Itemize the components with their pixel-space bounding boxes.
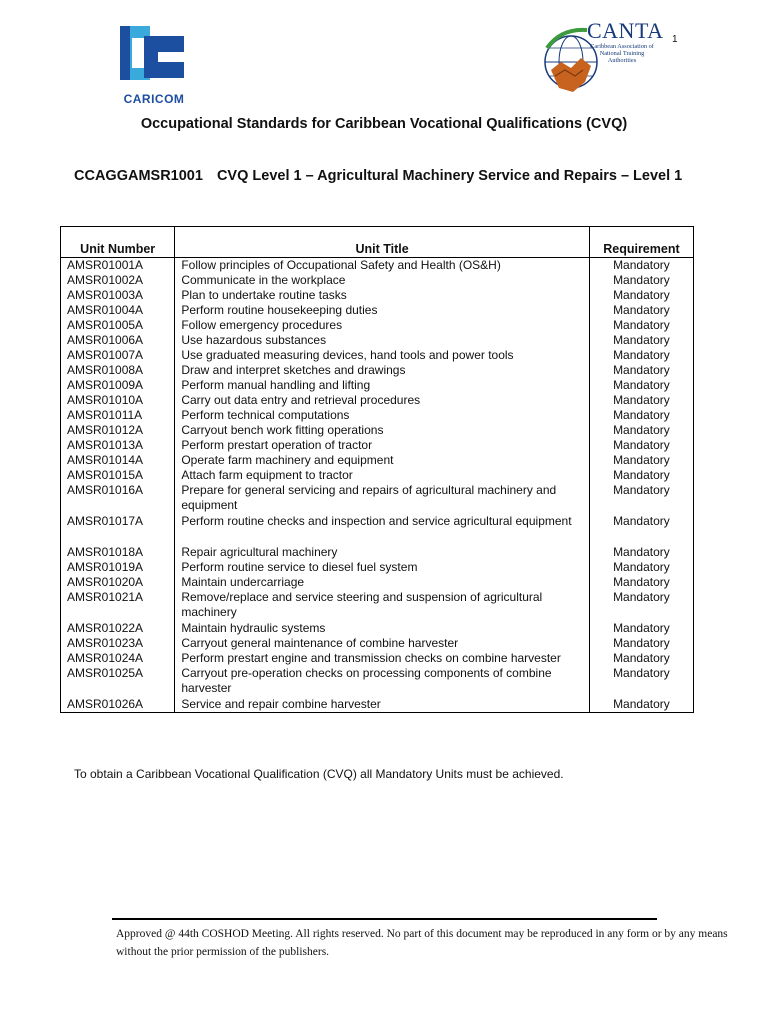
unit-title-cell: Plan to undertake routine tasks bbox=[175, 288, 590, 303]
unit-number-cell: AMSR01007A bbox=[61, 348, 175, 363]
unit-title-cell: Follow emergency procedures bbox=[175, 318, 590, 333]
table-row bbox=[61, 636, 694, 651]
unit-number-cell: AMSR01026A bbox=[61, 697, 175, 713]
unit-number-cell: AMSR01001A bbox=[61, 258, 175, 274]
unit-number-cell: AMSR01021A bbox=[61, 590, 175, 621]
unit-number-cell: AMSR01013A bbox=[61, 438, 175, 453]
requirement-cell: Mandatory bbox=[589, 273, 693, 288]
unit-number-cell: AMSR01012A bbox=[61, 423, 175, 438]
unit-number-cell: AMSR01008A bbox=[61, 363, 175, 378]
unit-number-cell: AMSR01019A bbox=[61, 560, 175, 575]
qualification-title: CVQ Level 1 – Agricultural Machinery Service and Repairs – Level 1 bbox=[216, 168, 683, 184]
table-row bbox=[61, 288, 694, 303]
requirement-cell: Mandatory bbox=[589, 651, 693, 666]
table-row bbox=[61, 621, 694, 636]
table-row bbox=[61, 303, 694, 318]
table-row bbox=[61, 423, 694, 438]
unit-number-cell: AMSR01022A bbox=[61, 621, 175, 636]
unit-number-cell: AMSR01020A bbox=[61, 575, 175, 590]
requirement-cell: Mandatory bbox=[589, 560, 693, 575]
requirement-cell: Mandatory bbox=[589, 575, 693, 590]
unit-title-cell: Perform routine service to diesel fuel system bbox=[175, 560, 590, 575]
unit-number-cell: AMSR01014A bbox=[61, 453, 175, 468]
table-row bbox=[61, 468, 694, 483]
requirement-cell: Mandatory bbox=[589, 514, 693, 545]
unit-title-cell: Carryout bench work fitting operations bbox=[175, 423, 590, 438]
units-table bbox=[60, 226, 694, 713]
unit-title-cell: Repair agricultural machinery bbox=[175, 545, 590, 560]
requirement-cell: Mandatory bbox=[589, 423, 693, 438]
unit-number-cell: AMSR01006A bbox=[61, 333, 175, 348]
caricom-emblem-icon bbox=[114, 22, 194, 92]
unit-number-cell: AMSR01005A bbox=[61, 318, 175, 333]
requirement-cell: Mandatory bbox=[589, 438, 693, 453]
requirement-cell: Mandatory bbox=[589, 468, 693, 483]
unit-title-cell: Perform prestart engine and transmission checks on combine harvester bbox=[175, 651, 590, 666]
header-unit-title: Unit Title bbox=[175, 227, 590, 258]
units-table-body bbox=[61, 258, 694, 713]
unit-title-cell: Operate farm machinery and equipment bbox=[175, 453, 590, 468]
unit-title-cell: Maintain hydraulic systems bbox=[175, 621, 590, 636]
requirement-cell: Mandatory bbox=[589, 333, 693, 348]
unit-number-cell: AMSR01023A bbox=[61, 636, 175, 651]
unit-title-cell: Attach farm equipment to tractor bbox=[175, 468, 590, 483]
unit-number-cell: AMSR01018A bbox=[61, 545, 175, 560]
requirement-cell: Mandatory bbox=[589, 363, 693, 378]
unit-number-cell: AMSR01025A bbox=[61, 666, 175, 697]
requirement-cell: Mandatory bbox=[589, 483, 693, 514]
table-row bbox=[61, 560, 694, 575]
requirement-cell: Mandatory bbox=[589, 348, 693, 363]
page-title: Occupational Standards for Caribbean Vocational Qualifications (CVQ) bbox=[140, 116, 628, 132]
requirement-cell: Mandatory bbox=[589, 318, 693, 333]
unit-title-cell: Perform routine checks and inspection and service agricultural equipment bbox=[175, 514, 590, 545]
table-row bbox=[61, 483, 694, 514]
cvq-note: To obtain a Caribbean Vocational Qualification (CVQ) all Mandatory Units must be achieved. bbox=[74, 767, 564, 781]
canta-subtitle: Caribbean Association of National Training Authorities bbox=[590, 43, 654, 65]
unit-number-cell: AMSR01002A bbox=[61, 273, 175, 288]
table-row bbox=[61, 438, 694, 453]
requirement-cell: Mandatory bbox=[589, 393, 693, 408]
unit-number-cell: AMSR01003A bbox=[61, 288, 175, 303]
canta-logo bbox=[541, 18, 663, 108]
requirement-cell: Mandatory bbox=[589, 408, 693, 423]
table-row bbox=[61, 651, 694, 666]
table-row bbox=[61, 545, 694, 560]
requirement-cell: Mandatory bbox=[589, 545, 693, 560]
unit-title-cell: Carry out data entry and retrieval procedures bbox=[175, 393, 590, 408]
table-row bbox=[61, 575, 694, 590]
header-unit-number: Unit Number bbox=[61, 227, 175, 258]
unit-title-cell: Perform manual handling and lifting bbox=[175, 378, 590, 393]
unit-number-cell: AMSR01015A bbox=[61, 468, 175, 483]
unit-number-cell: AMSR01017A bbox=[61, 514, 175, 545]
table-row bbox=[61, 318, 694, 333]
unit-title-cell: Perform routine housekeeping duties bbox=[175, 303, 590, 318]
table-row bbox=[61, 333, 694, 348]
table-row bbox=[61, 393, 694, 408]
unit-number-cell: AMSR01024A bbox=[61, 651, 175, 666]
requirement-cell: Mandatory bbox=[589, 697, 693, 713]
unit-title-cell: Remove/replace and service steering and suspension of agricultural machinery bbox=[175, 590, 590, 621]
table-row bbox=[61, 666, 694, 697]
requirement-cell: Mandatory bbox=[589, 636, 693, 651]
requirement-cell: Mandatory bbox=[589, 453, 693, 468]
requirement-cell: Mandatory bbox=[589, 666, 693, 697]
caricom-wordmark: CARICOM bbox=[123, 92, 185, 106]
table-row bbox=[61, 378, 694, 393]
unit-title-cell: Perform prestart operation of tractor bbox=[175, 438, 590, 453]
canta-wordmark: CANTA bbox=[587, 18, 664, 43]
qualification-code: CCAGGAMSR1001 bbox=[74, 168, 203, 184]
unit-title-cell: Prepare for general servicing and repairs of agricultural machinery and equipment bbox=[175, 483, 590, 514]
unit-number-cell: AMSR01010A bbox=[61, 393, 175, 408]
table-row bbox=[61, 363, 694, 378]
table-row bbox=[61, 590, 694, 621]
table-row bbox=[61, 453, 694, 468]
table-header-row bbox=[61, 227, 694, 258]
unit-title-cell: Draw and interpret sketches and drawings bbox=[175, 363, 590, 378]
page-number: 1 bbox=[672, 34, 678, 45]
unit-title-cell: Follow principles of Occupational Safety and Health (OS&H) bbox=[175, 258, 590, 274]
unit-number-cell: AMSR01016A bbox=[61, 483, 175, 514]
unit-number-cell: AMSR01011A bbox=[61, 408, 175, 423]
requirement-cell: Mandatory bbox=[589, 288, 693, 303]
table-row bbox=[61, 697, 694, 713]
requirement-cell: Mandatory bbox=[589, 590, 693, 621]
requirement-cell: Mandatory bbox=[589, 303, 693, 318]
table-row bbox=[61, 258, 694, 274]
unit-title-cell: Carryout general maintenance of combine harvester bbox=[175, 636, 590, 651]
requirement-cell: Mandatory bbox=[589, 378, 693, 393]
header-requirement: Requirement bbox=[589, 227, 693, 258]
copyright-footer: Approved @ 44th COSHOD Meeting. All rights reserved. No part of this document may be reproduced in any form or by any means without the prior permission of the publishers. bbox=[116, 928, 728, 958]
unit-number-cell: AMSR01009A bbox=[61, 378, 175, 393]
unit-title-cell: Use hazardous substances bbox=[175, 333, 590, 348]
unit-title-cell: Service and repair combine harvester bbox=[175, 697, 590, 713]
table-row bbox=[61, 273, 694, 288]
table-row bbox=[61, 348, 694, 363]
table-row bbox=[61, 408, 694, 423]
table-row bbox=[61, 514, 694, 545]
qualification-heading bbox=[74, 168, 682, 184]
footer-divider bbox=[112, 918, 657, 920]
unit-title-cell: Use graduated measuring devices, hand tools and power tools bbox=[175, 348, 590, 363]
unit-title-cell: Perform technical computations bbox=[175, 408, 590, 423]
unit-title-cell: Carryout pre-operation checks on processing components of combine harvester bbox=[175, 666, 590, 697]
unit-title-cell: Communicate in the workplace bbox=[175, 273, 590, 288]
unit-number-cell: AMSR01004A bbox=[61, 303, 175, 318]
requirement-cell: Mandatory bbox=[589, 258, 693, 274]
requirement-cell: Mandatory bbox=[589, 621, 693, 636]
caricom-logo bbox=[114, 22, 194, 112]
unit-title-cell: Maintain undercarriage bbox=[175, 575, 590, 590]
